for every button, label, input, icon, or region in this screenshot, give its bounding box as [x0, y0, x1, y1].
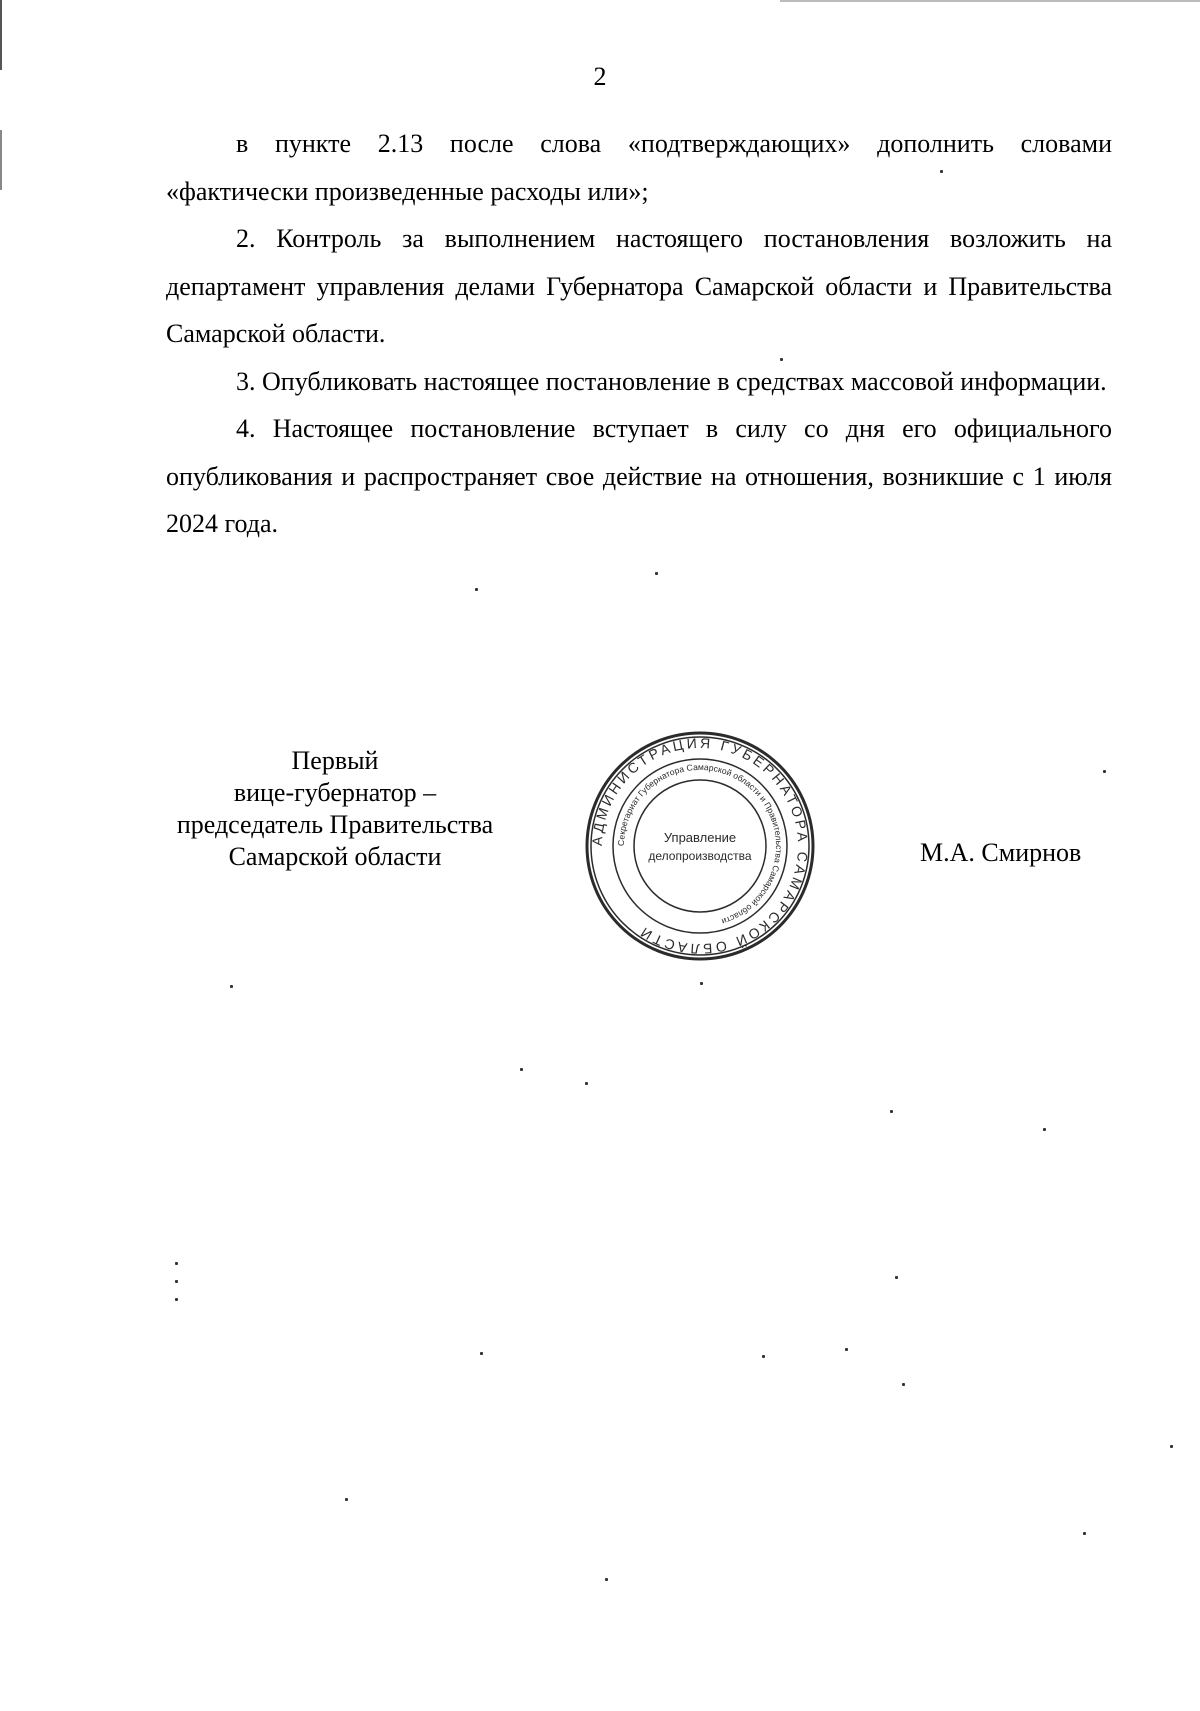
- scan-speck: [762, 1355, 765, 1358]
- scan-speck: [475, 588, 478, 591]
- scan-speck: [940, 170, 943, 173]
- seal-center-line2: делопроизводства: [648, 849, 752, 863]
- scan-speck: [230, 985, 233, 988]
- scan-speck: [1103, 770, 1106, 773]
- scan-speck: [780, 358, 783, 361]
- scan-speck: [1043, 1128, 1046, 1131]
- scan-speck: [655, 572, 658, 575]
- paragraph-amendment: в пункте 2.13 после слова «подтверждающих» дополнить словами «фактически произведенные расходы или»;: [166, 129, 1112, 206]
- scan-speck: [1083, 1532, 1086, 1535]
- scan-speck: [345, 1498, 348, 1501]
- signatory-position-line: Самарской области: [228, 842, 442, 871]
- scan-speck: [700, 982, 703, 985]
- scan-margin-mark: [0, 130, 2, 190]
- paragraph-publish: 3. Опубликовать настоящее постановление в средствах массовой информации.: [236, 366, 1107, 396]
- scan-edge-line: [780, 0, 1200, 2]
- seal-inner-ring-text: Секретариат Губернатора Самарской области и Правительства Самарской области: [615, 761, 785, 927]
- scan-speck: [520, 1068, 523, 1071]
- scan-speck: [605, 1578, 608, 1581]
- scan-margin-mark: [0, 0, 2, 70]
- seal-center-line1: Управление: [663, 830, 737, 845]
- scan-speck: [1170, 1445, 1173, 1448]
- scan-speck: [175, 1262, 178, 1265]
- signatory-position: [150, 745, 520, 873]
- seal-outer-text: АДМИНИСТРАЦИЯ ГУБЕРНАТОРА САМАРСКОЙ ОБЛАСТИ: [588, 734, 812, 958]
- paragraph-effective-date: 4. Настоящее постановление вступает в силу со дня его официального опубликования и распространяет свое действие на отношения, возникшие с 1 июля 2024 года.: [166, 414, 1112, 538]
- scan-speck: [480, 1352, 483, 1355]
- scan-speck: [175, 1298, 178, 1301]
- signatory-position-line: председатель Правительства: [176, 810, 494, 839]
- scan-speck: [585, 1082, 588, 1085]
- signatory-name: М.А. Смирнов: [920, 838, 1082, 867]
- official-seal-stamp: [584, 730, 816, 962]
- signatory-position-line: Первый: [291, 746, 379, 775]
- scan-speck: [890, 1110, 893, 1113]
- scan-speck: [845, 1348, 848, 1351]
- document-body: [166, 120, 1112, 548]
- signatory-position-line: вице-губернатор –: [233, 778, 437, 807]
- scan-speck: [902, 1383, 905, 1386]
- scan-speck: [175, 1280, 178, 1283]
- scan-speck: [895, 1276, 898, 1279]
- paragraph-control: 2. Контроль за выполнением настоящего постановления возложить на департамент управления делами Губернатора Самарской области и Правительства Самарской области.: [166, 224, 1112, 348]
- page-number: 2: [593, 62, 607, 91]
